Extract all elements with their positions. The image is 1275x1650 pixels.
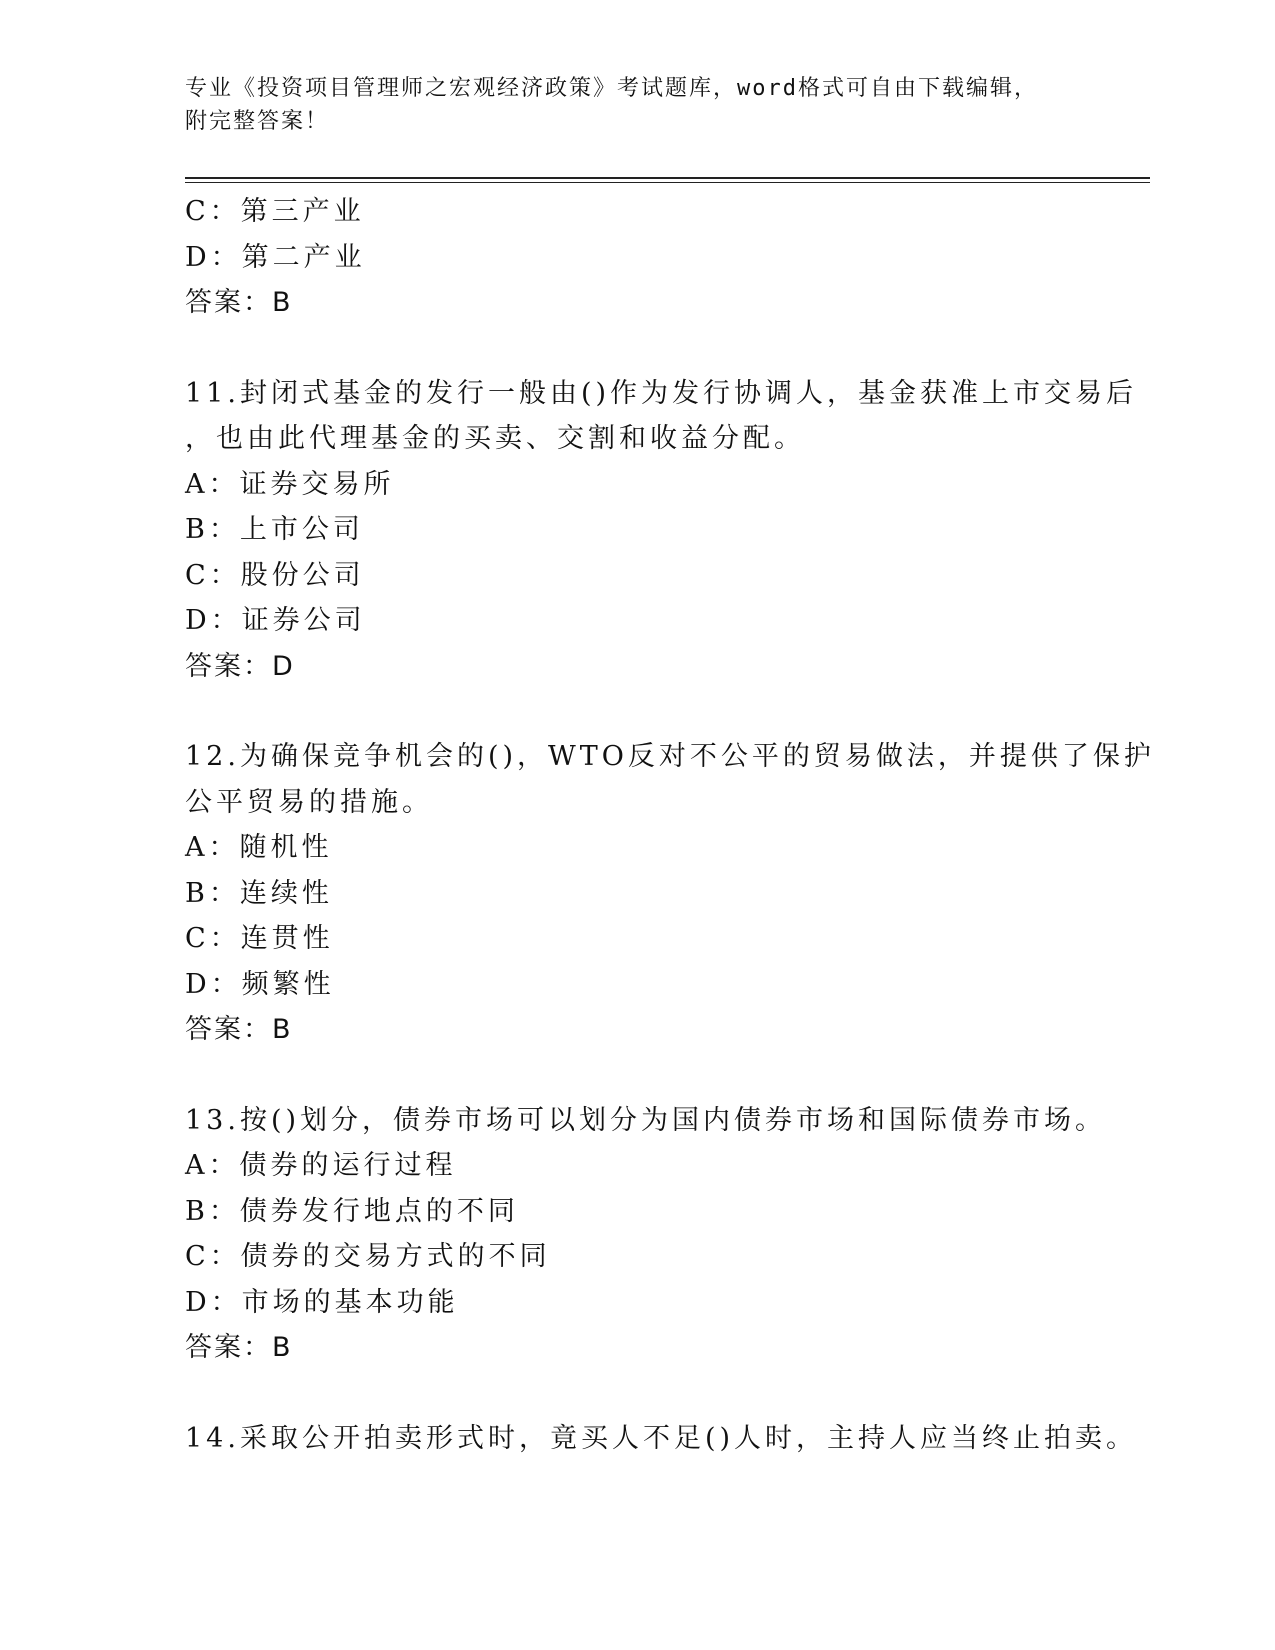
option-c: C：债券的交易方式的不同 bbox=[185, 1241, 551, 1272]
question-14-text: 14.采取公开拍卖形式时，竟买人不足()人时，主持人应当终止拍卖。 bbox=[185, 1422, 1138, 1454]
document-header bbox=[185, 72, 1085, 138]
option-d: D：频繁性 bbox=[185, 968, 335, 1000]
option-a: A：随机性 bbox=[185, 832, 333, 863]
header-line-2: 附完整答案！ bbox=[185, 109, 330, 134]
option-c: C：连贯性 bbox=[185, 923, 334, 954]
option-b: B：连续性 bbox=[185, 877, 333, 909]
option-d: D：第二产业 bbox=[185, 241, 366, 273]
option-c: C：第三产业 bbox=[185, 196, 365, 227]
answer: 答案：B bbox=[185, 287, 293, 318]
option-d: D：市场的基本功能 bbox=[185, 1286, 459, 1318]
header-line-1: 专业《投资项目管理师之宏观经济政策》考试题库，word格式可自由下载编辑， bbox=[185, 76, 1038, 101]
question-11-text-cont: ，也由此代理基金的买卖、交割和收益分配。 bbox=[185, 423, 805, 454]
question-12-text: 12.为确保竞争机会的()，WTO反对不公平的贸易做法，并提供了保护 bbox=[185, 741, 1155, 772]
header-rule-thick bbox=[185, 177, 1150, 179]
question-list bbox=[185, 189, 1155, 1461]
question-13-text: 13.按()划分，债券市场可以划分为国内债券市场和国际债券市场。 bbox=[185, 1104, 1107, 1136]
option-d: D：证券公司 bbox=[185, 605, 366, 636]
answer: 答案：D bbox=[185, 650, 295, 682]
answer: 答案：B bbox=[185, 1332, 293, 1363]
question-11-text: 11.封闭式基金的发行一般由()作为发行协调人，基金获准上市交易后 bbox=[185, 377, 1138, 409]
option-c: C：股份公司 bbox=[185, 559, 365, 591]
option-a: A：证券交易所 bbox=[185, 468, 395, 500]
question-12-text-cont: 公平贸易的措施。 bbox=[185, 786, 433, 818]
option-b: B：债券发行地点的不同 bbox=[185, 1195, 519, 1227]
option-b: B：上市公司 bbox=[185, 514, 364, 545]
header-rule-thin bbox=[185, 182, 1150, 183]
answer: 答案：B bbox=[185, 1014, 293, 1045]
option-a: A：债券的运行过程 bbox=[185, 1150, 457, 1181]
